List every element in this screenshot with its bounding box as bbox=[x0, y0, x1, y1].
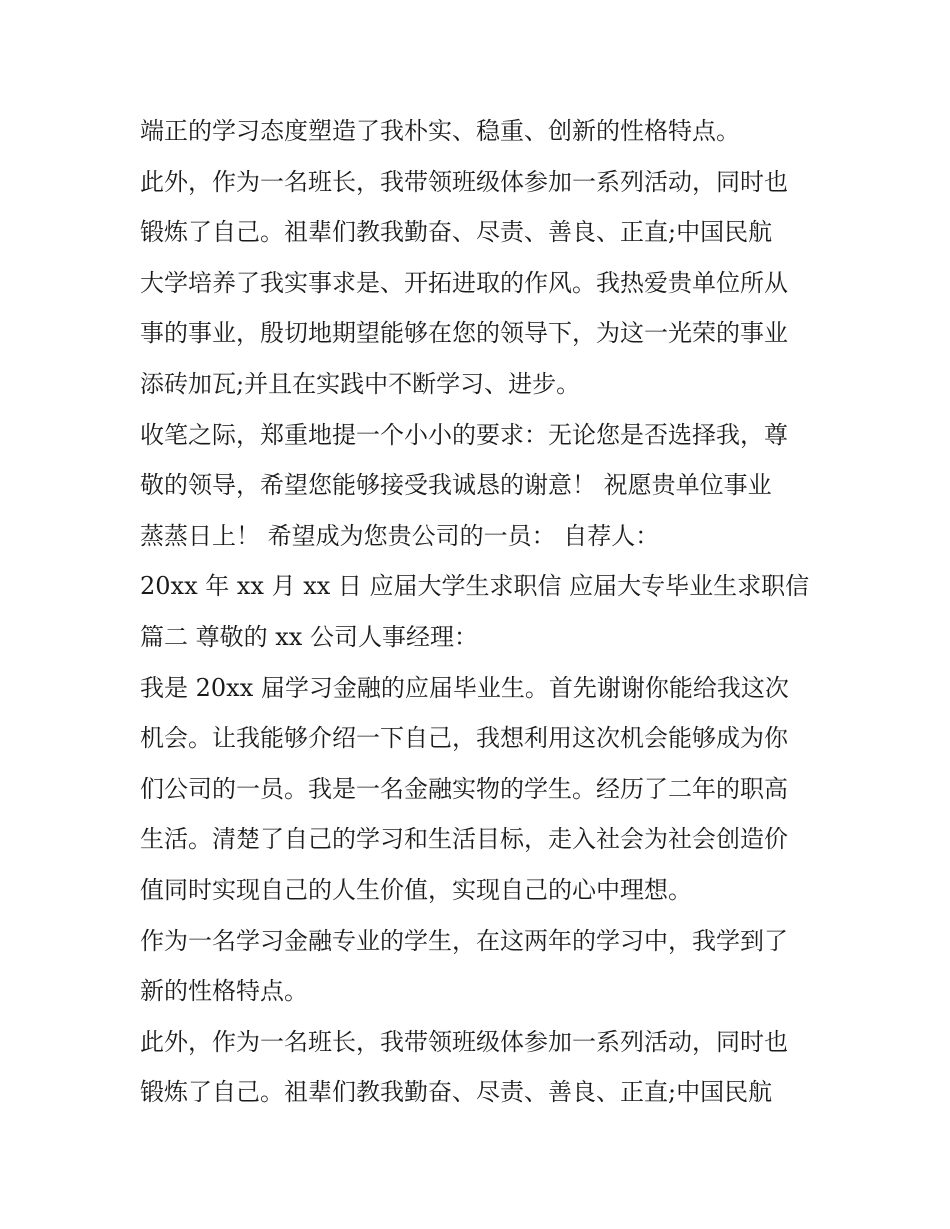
text-line-5: 事的事业，殷切地期望能够在您的领导下，为这一光荣的事业 bbox=[140, 319, 788, 348]
text-line-3: 锻炼了自己。祖辈们教我勤奋、尽责、善良、正直;中国民航 bbox=[140, 218, 773, 247]
text-line-4: 大学培养了我实事求是、开拓进取的作风。我热爱贵单位所从 bbox=[140, 268, 788, 297]
text-line-8: 敬的领导，希望您能够接受我诚恳的谢意！ 祝愿贵单位事业 bbox=[140, 471, 772, 500]
text-line-17: 作为一名学习金融专业的学生，在这两年的学习中，我学到了 bbox=[140, 926, 788, 955]
text-line-20: 锻炼了自己。祖辈们教我勤奋、尽责、善良、正直;中国民航 bbox=[140, 1078, 773, 1107]
text-line-16: 值同时实现自己的人生价值，实现自己的心中理想。 bbox=[140, 875, 692, 904]
text-line-15: 生活。清楚了自己的学习和生活目标，走入社会为社会创造价 bbox=[140, 825, 788, 854]
text-line-19: 此外，作为一名班长，我带领班级体参加一系列活动，同时也 bbox=[140, 1027, 788, 1056]
text-line-2: 此外，作为一名班长，我带领班级体参加一系列活动，同时也 bbox=[140, 167, 788, 196]
text-line-1: 端正的学习态度塑造了我朴实、稳重、创新的性格特点。 bbox=[140, 117, 740, 145]
text-line-6: 添砖加瓦;并且在实践中不断学习、进步。 bbox=[140, 369, 581, 398]
text-line-11: 篇二 尊敬的 xx 公司人事经理： bbox=[140, 622, 478, 651]
text-line-18: 新的性格特点。 bbox=[140, 977, 308, 1006]
text-line-7: 收笔之际，郑重地提一个小小的要求：无论您是否选择我，尊 bbox=[140, 420, 788, 449]
text-line-14: 们公司的一员。我是一名金融实物的学生。经历了二年的职高 bbox=[140, 774, 788, 803]
text-line-9: 蒸蒸日上！ 希望成为您贵公司的一员： 自荐人： bbox=[140, 521, 660, 550]
text-line-12: 我是 20xx 届学习金融的应届毕业生。首先谢谢你能给我这次 bbox=[140, 673, 789, 702]
document-body bbox=[140, 106, 840, 1118]
text-line-13: 机会。让我能够介绍一下自己，我想利用这次机会能够成为你 bbox=[140, 724, 788, 753]
text-line-10: 20xx 年 xx 月 xx 日 应届大学生求职信 应届大专毕业生求职信 bbox=[140, 572, 810, 601]
